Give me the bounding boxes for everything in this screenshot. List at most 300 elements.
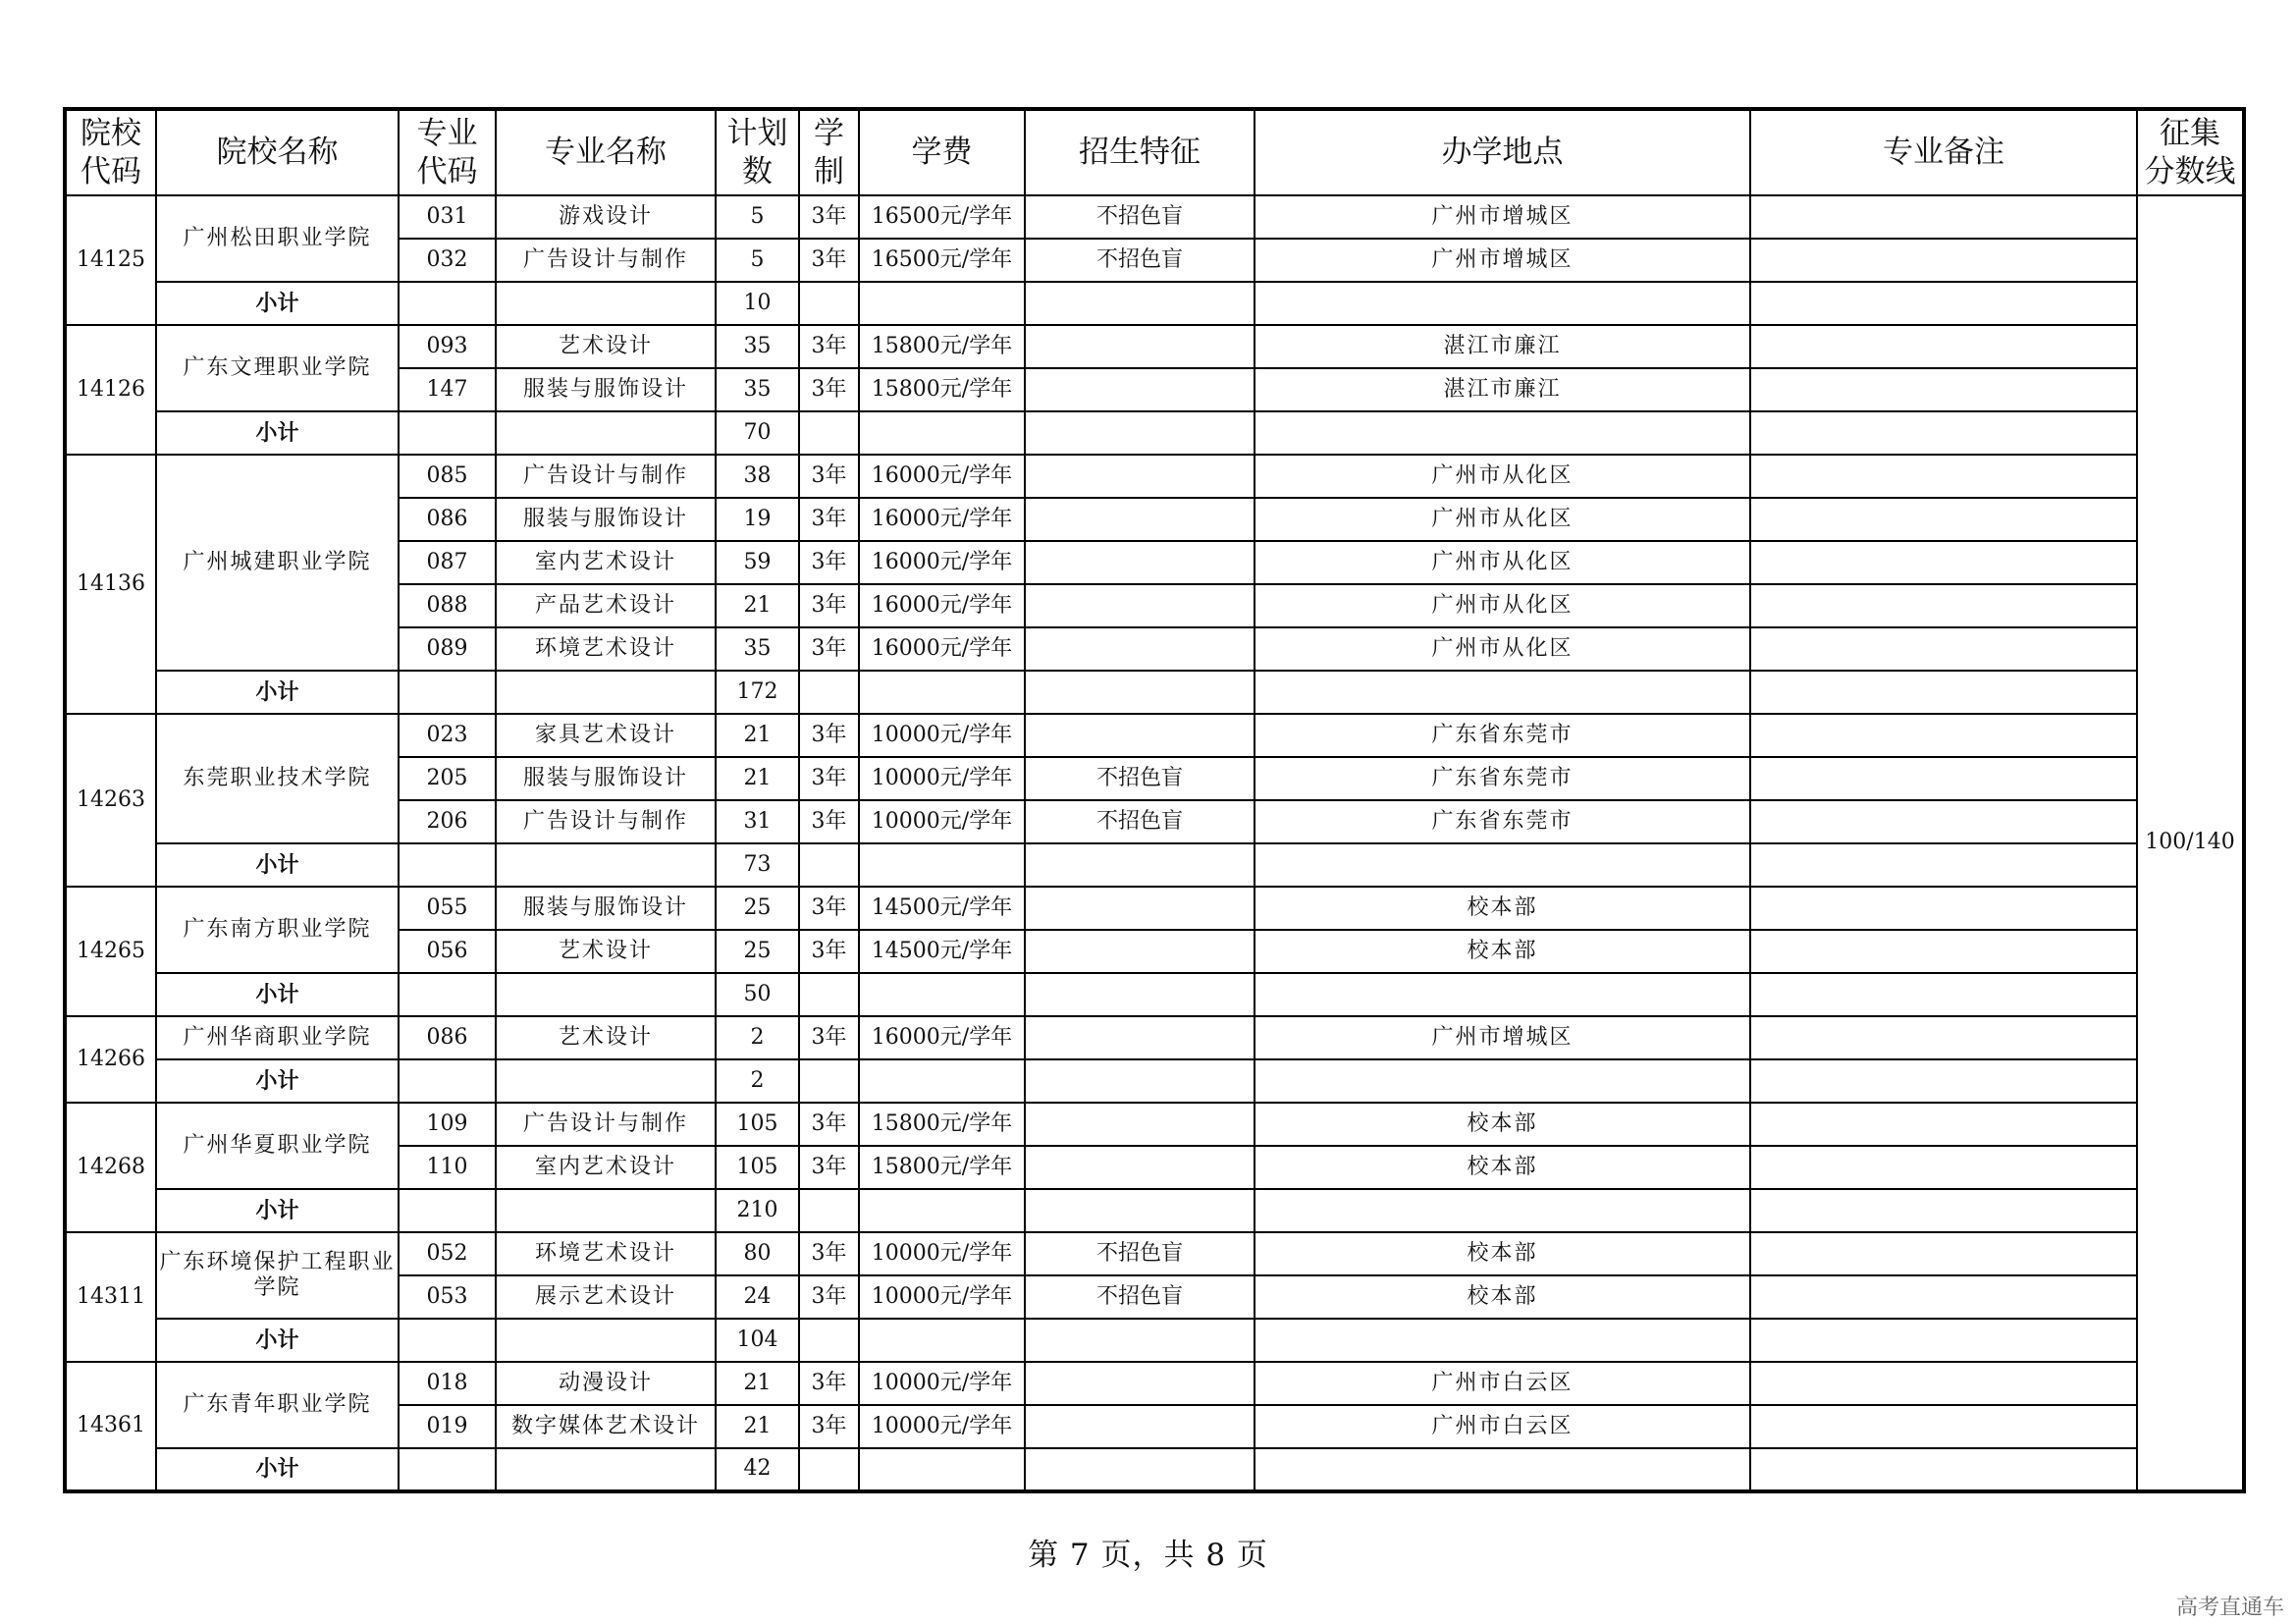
fee: 16000元/学年 bbox=[859, 627, 1025, 671]
major-name: 艺术设计 bbox=[496, 930, 716, 973]
empty-cell bbox=[799, 1059, 859, 1103]
major-name: 家具艺术设计 bbox=[496, 714, 716, 757]
fee: 16500元/学年 bbox=[859, 195, 1025, 239]
empty-cell bbox=[496, 1448, 716, 1491]
years: 3年 bbox=[799, 368, 859, 411]
header-inst-code: 院校 代码 bbox=[65, 109, 156, 195]
inst-name: 广东环境保护工程职业学院 bbox=[156, 1232, 399, 1319]
empty-cell bbox=[799, 282, 859, 325]
years: 3年 bbox=[799, 757, 859, 800]
inst-code: 14311 bbox=[65, 1232, 156, 1362]
header-major-name: 专业名称 bbox=[496, 109, 716, 195]
location: 广东省东莞市 bbox=[1255, 714, 1750, 757]
subtotal-row bbox=[65, 1448, 2244, 1491]
plan-count: 25 bbox=[716, 887, 799, 930]
feature bbox=[1025, 541, 1255, 584]
note bbox=[1750, 714, 2137, 757]
location: 广州市白云区 bbox=[1255, 1362, 1750, 1405]
feature bbox=[1025, 498, 1255, 541]
feature: 不招色盲 bbox=[1025, 1275, 1255, 1319]
note bbox=[1750, 1405, 2137, 1448]
feature: 不招色盲 bbox=[1025, 757, 1255, 800]
table-row bbox=[65, 195, 2244, 239]
subtotal-label: 小计 bbox=[156, 282, 399, 325]
plan-count: 21 bbox=[716, 757, 799, 800]
major-name: 产品艺术设计 bbox=[496, 584, 716, 627]
plan-count: 25 bbox=[716, 930, 799, 973]
empty-cell bbox=[1255, 973, 1750, 1016]
empty-cell bbox=[1025, 411, 1255, 455]
subtotal-label: 小计 bbox=[156, 1189, 399, 1232]
header-years: 学 制 bbox=[799, 109, 859, 195]
empty-cell bbox=[1025, 282, 1255, 325]
inst-name: 广州华夏职业学院 bbox=[156, 1103, 399, 1189]
table-row bbox=[65, 887, 2244, 930]
major-code: 086 bbox=[399, 1016, 496, 1059]
empty-cell bbox=[859, 843, 1025, 887]
major-name: 游戏设计 bbox=[496, 195, 716, 239]
years: 3年 bbox=[799, 498, 859, 541]
subtotal-row bbox=[65, 411, 2244, 455]
empty-cell bbox=[1255, 1189, 1750, 1232]
note bbox=[1750, 930, 2137, 973]
empty-cell bbox=[496, 973, 716, 1016]
empty-cell bbox=[1025, 671, 1255, 714]
major-name: 展示艺术设计 bbox=[496, 1275, 716, 1319]
subtotal-row bbox=[65, 1189, 2244, 1232]
note bbox=[1750, 1016, 2137, 1059]
fee: 10000元/学年 bbox=[859, 714, 1025, 757]
header-major-code: 专业 代码 bbox=[399, 109, 496, 195]
years: 3年 bbox=[799, 800, 859, 843]
inst-name: 广州城建职业学院 bbox=[156, 455, 399, 671]
major-code: 086 bbox=[399, 498, 496, 541]
empty-cell bbox=[1750, 411, 2137, 455]
fee: 16000元/学年 bbox=[859, 498, 1025, 541]
empty-cell bbox=[1750, 843, 2137, 887]
years: 3年 bbox=[799, 1232, 859, 1275]
location: 校本部 bbox=[1255, 930, 1750, 973]
years: 3年 bbox=[799, 627, 859, 671]
empty-cell bbox=[1025, 1448, 1255, 1491]
major-name: 服装与服饰设计 bbox=[496, 368, 716, 411]
subtotal-value: 172 bbox=[716, 671, 799, 714]
inst-name: 广州华商职业学院 bbox=[156, 1016, 399, 1059]
empty-cell bbox=[496, 1319, 716, 1362]
empty-cell bbox=[1750, 1448, 2137, 1491]
empty-cell bbox=[799, 411, 859, 455]
plan-count: 38 bbox=[716, 455, 799, 498]
feature bbox=[1025, 714, 1255, 757]
note bbox=[1750, 627, 2137, 671]
plan-count: 59 bbox=[716, 541, 799, 584]
location: 广州市增城区 bbox=[1255, 195, 1750, 239]
major-name: 服装与服饰设计 bbox=[496, 498, 716, 541]
empty-cell bbox=[1750, 671, 2137, 714]
plan-count: 21 bbox=[716, 714, 799, 757]
empty-cell bbox=[859, 671, 1025, 714]
fee: 15800元/学年 bbox=[859, 1103, 1025, 1146]
empty-cell bbox=[399, 973, 496, 1016]
major-code: 019 bbox=[399, 1405, 496, 1448]
empty-cell bbox=[399, 1189, 496, 1232]
empty-cell bbox=[1255, 411, 1750, 455]
empty-cell bbox=[859, 1059, 1025, 1103]
header-feature: 招生特征 bbox=[1025, 109, 1255, 195]
plan-count: 31 bbox=[716, 800, 799, 843]
feature bbox=[1025, 368, 1255, 411]
location: 广州市从化区 bbox=[1255, 455, 1750, 498]
fee: 10000元/学年 bbox=[859, 757, 1025, 800]
fee: 16000元/学年 bbox=[859, 1016, 1025, 1059]
subtotal-row bbox=[65, 1059, 2244, 1103]
feature bbox=[1025, 887, 1255, 930]
major-name: 艺术设计 bbox=[496, 325, 716, 368]
subtotal-value: 2 bbox=[716, 1059, 799, 1103]
major-code: 087 bbox=[399, 541, 496, 584]
empty-cell bbox=[1025, 1189, 1255, 1232]
note bbox=[1750, 1275, 2137, 1319]
table-row bbox=[65, 1016, 2244, 1059]
years: 3年 bbox=[799, 1103, 859, 1146]
subtotal-row bbox=[65, 843, 2244, 887]
major-name: 室内艺术设计 bbox=[496, 541, 716, 584]
location: 广州市从化区 bbox=[1255, 584, 1750, 627]
table-row bbox=[65, 1103, 2244, 1146]
empty-cell bbox=[859, 282, 1025, 325]
subtotal-value: 70 bbox=[716, 411, 799, 455]
fee: 16000元/学年 bbox=[859, 584, 1025, 627]
note bbox=[1750, 887, 2137, 930]
major-code: 088 bbox=[399, 584, 496, 627]
fee: 16500元/学年 bbox=[859, 239, 1025, 282]
major-code: 053 bbox=[399, 1275, 496, 1319]
major-code: 032 bbox=[399, 239, 496, 282]
note bbox=[1750, 239, 2137, 282]
empty-cell bbox=[799, 843, 859, 887]
table-row bbox=[65, 455, 2244, 498]
fee: 15800元/学年 bbox=[859, 368, 1025, 411]
years: 3年 bbox=[799, 1275, 859, 1319]
table-row bbox=[65, 714, 2244, 757]
empty-cell bbox=[1750, 282, 2137, 325]
major-code: 052 bbox=[399, 1232, 496, 1275]
table-row bbox=[65, 325, 2244, 368]
major-name: 室内艺术设计 bbox=[496, 1146, 716, 1189]
inst-name: 广东南方职业学院 bbox=[156, 887, 399, 973]
subtotal-label: 小计 bbox=[156, 411, 399, 455]
empty-cell bbox=[496, 671, 716, 714]
empty-cell bbox=[859, 1189, 1025, 1232]
inst-name: 广东文理职业学院 bbox=[156, 325, 399, 411]
feature: 不招色盲 bbox=[1025, 239, 1255, 282]
empty-cell bbox=[399, 671, 496, 714]
admission-plan-table bbox=[63, 107, 2246, 1493]
major-name: 动漫设计 bbox=[496, 1362, 716, 1405]
fee: 14500元/学年 bbox=[859, 887, 1025, 930]
years: 3年 bbox=[799, 239, 859, 282]
subtotal-label: 小计 bbox=[156, 671, 399, 714]
empty-cell bbox=[799, 1448, 859, 1491]
major-name: 广告设计与制作 bbox=[496, 800, 716, 843]
years: 3年 bbox=[799, 930, 859, 973]
note bbox=[1750, 584, 2137, 627]
header-location: 办学地点 bbox=[1255, 109, 1750, 195]
location: 广州市从化区 bbox=[1255, 541, 1750, 584]
subtotal-row bbox=[65, 1319, 2244, 1362]
empty-cell bbox=[496, 1059, 716, 1103]
location: 校本部 bbox=[1255, 1146, 1750, 1189]
inst-code: 14125 bbox=[65, 195, 156, 325]
major-code: 031 bbox=[399, 195, 496, 239]
plan-count: 21 bbox=[716, 1362, 799, 1405]
inst-code: 14265 bbox=[65, 887, 156, 1016]
feature bbox=[1025, 584, 1255, 627]
plan-count: 24 bbox=[716, 1275, 799, 1319]
years: 3年 bbox=[799, 455, 859, 498]
subtotal-label: 小计 bbox=[156, 1448, 399, 1491]
plan-count: 5 bbox=[716, 239, 799, 282]
empty-cell bbox=[1025, 1059, 1255, 1103]
empty-cell bbox=[859, 973, 1025, 1016]
feature bbox=[1025, 930, 1255, 973]
empty-cell bbox=[399, 1319, 496, 1362]
major-code: 055 bbox=[399, 887, 496, 930]
note bbox=[1750, 455, 2137, 498]
note bbox=[1750, 1146, 2137, 1189]
note bbox=[1750, 498, 2137, 541]
empty-cell bbox=[1255, 1059, 1750, 1103]
watermark: 高考直通车 bbox=[2175, 1596, 2284, 1620]
feature bbox=[1025, 1146, 1255, 1189]
inst-name: 东莞职业技术学院 bbox=[156, 714, 399, 843]
inst-code: 14263 bbox=[65, 714, 156, 887]
subtotal-label: 小计 bbox=[156, 843, 399, 887]
empty-cell bbox=[799, 1189, 859, 1232]
note bbox=[1750, 541, 2137, 584]
empty-cell bbox=[1750, 973, 2137, 1016]
location: 广州市增城区 bbox=[1255, 1016, 1750, 1059]
plan-count: 19 bbox=[716, 498, 799, 541]
location: 广州市从化区 bbox=[1255, 627, 1750, 671]
feature bbox=[1025, 325, 1255, 368]
header-note: 专业备注 bbox=[1750, 109, 2137, 195]
note bbox=[1750, 800, 2137, 843]
empty-cell bbox=[496, 1189, 716, 1232]
empty-cell bbox=[1255, 843, 1750, 887]
major-code: 147 bbox=[399, 368, 496, 411]
inst-code: 14126 bbox=[65, 325, 156, 455]
table-row bbox=[65, 1362, 2244, 1405]
plan-count: 2 bbox=[716, 1016, 799, 1059]
empty-cell bbox=[496, 843, 716, 887]
major-code: 023 bbox=[399, 714, 496, 757]
empty-cell bbox=[1255, 282, 1750, 325]
location: 广州市从化区 bbox=[1255, 498, 1750, 541]
subtotal-value: 73 bbox=[716, 843, 799, 887]
empty-cell bbox=[1750, 1189, 2137, 1232]
header-plan: 计划 数 bbox=[716, 109, 799, 195]
empty-cell bbox=[859, 1448, 1025, 1491]
major-code: 109 bbox=[399, 1103, 496, 1146]
note bbox=[1750, 1103, 2137, 1146]
empty-cell bbox=[799, 671, 859, 714]
header-cutoff: 征集 分数线 bbox=[2137, 109, 2244, 195]
empty-cell bbox=[399, 282, 496, 325]
inst-code: 14361 bbox=[65, 1362, 156, 1491]
fee: 16000元/学年 bbox=[859, 541, 1025, 584]
fee: 10000元/学年 bbox=[859, 1362, 1025, 1405]
subtotal-value: 210 bbox=[716, 1189, 799, 1232]
inst-code: 14266 bbox=[65, 1016, 156, 1103]
feature bbox=[1025, 627, 1255, 671]
subtotal-row bbox=[65, 973, 2244, 1016]
location: 广东省东莞市 bbox=[1255, 757, 1750, 800]
inst-code: 14268 bbox=[65, 1103, 156, 1232]
empty-cell bbox=[496, 282, 716, 325]
location: 广州市白云区 bbox=[1255, 1405, 1750, 1448]
table-row bbox=[65, 1232, 2244, 1275]
major-name: 广告设计与制作 bbox=[496, 455, 716, 498]
empty-cell bbox=[399, 411, 496, 455]
location: 广东省东莞市 bbox=[1255, 800, 1750, 843]
plan-count: 35 bbox=[716, 325, 799, 368]
location: 校本部 bbox=[1255, 1103, 1750, 1146]
years: 3年 bbox=[799, 584, 859, 627]
subtotal-value: 10 bbox=[716, 282, 799, 325]
inst-name: 广州松田职业学院 bbox=[156, 195, 399, 282]
major-name: 服装与服饰设计 bbox=[496, 887, 716, 930]
empty-cell bbox=[1025, 973, 1255, 1016]
empty-cell bbox=[1255, 1448, 1750, 1491]
location: 湛江市廉江 bbox=[1255, 368, 1750, 411]
note bbox=[1750, 325, 2137, 368]
major-name: 数字媒体艺术设计 bbox=[496, 1405, 716, 1448]
feature bbox=[1025, 1103, 1255, 1146]
empty-cell bbox=[399, 843, 496, 887]
subtotal-row bbox=[65, 282, 2244, 325]
years: 3年 bbox=[799, 541, 859, 584]
empty-cell bbox=[1255, 671, 1750, 714]
note bbox=[1750, 1362, 2137, 1405]
plan-count: 21 bbox=[716, 1405, 799, 1448]
feature: 不招色盲 bbox=[1025, 195, 1255, 239]
fee: 15800元/学年 bbox=[859, 1146, 1025, 1189]
inst-name: 广东青年职业学院 bbox=[156, 1362, 399, 1448]
empty-cell bbox=[399, 1448, 496, 1491]
years: 3年 bbox=[799, 714, 859, 757]
fee: 10000元/学年 bbox=[859, 1232, 1025, 1275]
subtotal-label: 小计 bbox=[156, 973, 399, 1016]
major-name: 广告设计与制作 bbox=[496, 1103, 716, 1146]
feature: 不招色盲 bbox=[1025, 1232, 1255, 1275]
years: 3年 bbox=[799, 1146, 859, 1189]
subtotal-value: 104 bbox=[716, 1319, 799, 1362]
empty-cell bbox=[1255, 1319, 1750, 1362]
fee: 15800元/学年 bbox=[859, 325, 1025, 368]
header-inst-name: 院校名称 bbox=[156, 109, 399, 195]
subtotal-value: 50 bbox=[716, 973, 799, 1016]
major-code: 018 bbox=[399, 1362, 496, 1405]
plan-count: 105 bbox=[716, 1146, 799, 1189]
empty-cell bbox=[1750, 1059, 2137, 1103]
major-code: 089 bbox=[399, 627, 496, 671]
table-body bbox=[65, 195, 2244, 1491]
major-code: 206 bbox=[399, 800, 496, 843]
note bbox=[1750, 195, 2137, 239]
major-name: 服装与服饰设计 bbox=[496, 757, 716, 800]
years: 3年 bbox=[799, 325, 859, 368]
years: 3年 bbox=[799, 1016, 859, 1059]
empty-cell bbox=[399, 1059, 496, 1103]
fee: 10000元/学年 bbox=[859, 800, 1025, 843]
location: 广州市增城区 bbox=[1255, 239, 1750, 282]
note bbox=[1750, 368, 2137, 411]
years: 3年 bbox=[799, 1405, 859, 1448]
fee: 10000元/学年 bbox=[859, 1275, 1025, 1319]
fee: 10000元/学年 bbox=[859, 1405, 1025, 1448]
header-fee: 学费 bbox=[859, 109, 1025, 195]
feature: 不招色盲 bbox=[1025, 800, 1255, 843]
plan-count: 35 bbox=[716, 627, 799, 671]
feature bbox=[1025, 1016, 1255, 1059]
empty-cell bbox=[859, 1319, 1025, 1362]
empty-cell bbox=[1025, 1319, 1255, 1362]
empty-cell bbox=[859, 411, 1025, 455]
inst-code: 14136 bbox=[65, 455, 156, 714]
empty-cell bbox=[799, 1319, 859, 1362]
empty-cell bbox=[1750, 1319, 2137, 1362]
plan-count: 105 bbox=[716, 1103, 799, 1146]
major-code: 205 bbox=[399, 757, 496, 800]
note bbox=[1750, 757, 2137, 800]
major-name: 环境艺术设计 bbox=[496, 1232, 716, 1275]
feature bbox=[1025, 1362, 1255, 1405]
plan-count: 80 bbox=[716, 1232, 799, 1275]
location: 湛江市廉江 bbox=[1255, 325, 1750, 368]
feature bbox=[1025, 455, 1255, 498]
plan-count: 35 bbox=[716, 368, 799, 411]
cutoff-score: 100/140 bbox=[2137, 195, 2244, 1491]
location: 校本部 bbox=[1255, 1232, 1750, 1275]
fee: 16000元/学年 bbox=[859, 455, 1025, 498]
major-code: 085 bbox=[399, 455, 496, 498]
table-header-row bbox=[65, 109, 2244, 195]
plan-count: 5 bbox=[716, 195, 799, 239]
feature bbox=[1025, 1405, 1255, 1448]
location: 校本部 bbox=[1255, 887, 1750, 930]
empty-cell bbox=[496, 411, 716, 455]
empty-cell bbox=[799, 973, 859, 1016]
location: 校本部 bbox=[1255, 1275, 1750, 1319]
page-footer: 第 7 页，共 8 页 bbox=[1028, 1538, 1268, 1573]
major-code: 093 bbox=[399, 325, 496, 368]
major-name: 艺术设计 bbox=[496, 1016, 716, 1059]
subtotal-label: 小计 bbox=[156, 1059, 399, 1103]
years: 3年 bbox=[799, 1362, 859, 1405]
major-name: 广告设计与制作 bbox=[496, 239, 716, 282]
major-code: 056 bbox=[399, 930, 496, 973]
subtotal-value: 42 bbox=[716, 1448, 799, 1491]
fee: 14500元/学年 bbox=[859, 930, 1025, 973]
years: 3年 bbox=[799, 887, 859, 930]
major-name: 环境艺术设计 bbox=[496, 627, 716, 671]
subtotal-label: 小计 bbox=[156, 1319, 399, 1362]
subtotal-row bbox=[65, 671, 2244, 714]
plan-count: 21 bbox=[716, 584, 799, 627]
note bbox=[1750, 1232, 2137, 1275]
major-code: 110 bbox=[399, 1146, 496, 1189]
